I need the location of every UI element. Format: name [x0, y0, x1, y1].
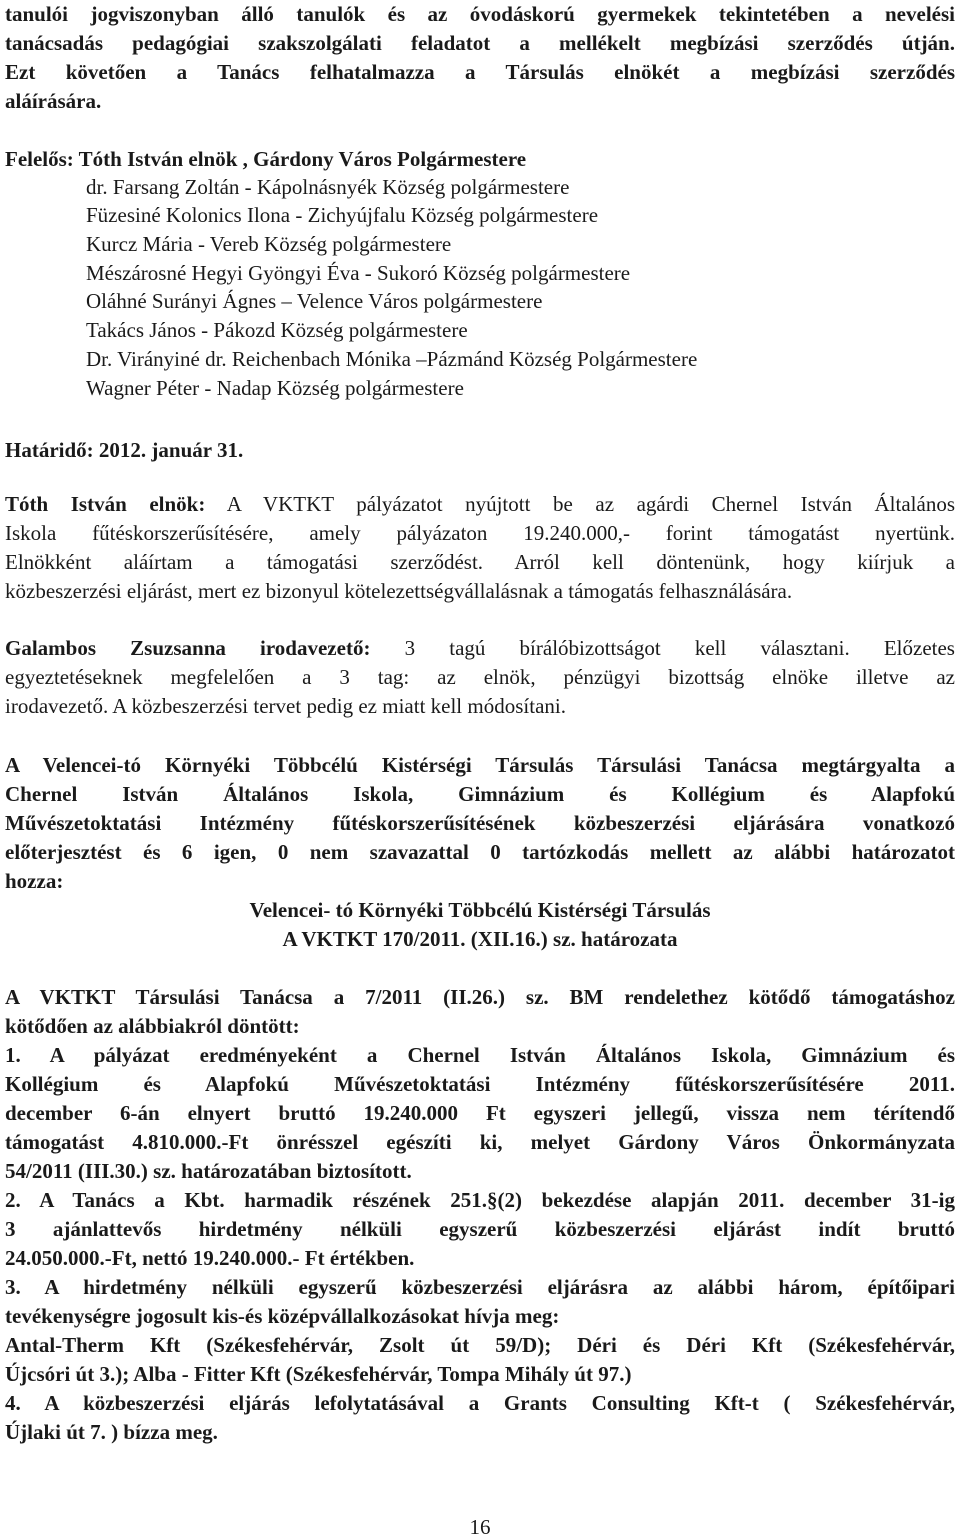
- resolution-intro-line: A Velencei-tó Környéki Többcélú Kistérségi Társulás Társulási Tanácsa megtárgyalta a: [5, 753, 955, 777]
- resolution-item-3: 3. A hirdetmény nélküli egyszerű közbeszerzési eljárásra az alábbi három, építőipari: [5, 1275, 955, 1299]
- resolution-item-4: 4. A közbeszerzési eljárás lefolytatásával a Grants Consulting Kft-t ( Székesfehérvár,: [5, 1391, 955, 1415]
- top-paragraph-line: aláírására.: [5, 89, 102, 113]
- responsible-label: Felelős: Tóth István elnök , Gárdony Város Polgármestere: [5, 147, 527, 171]
- resolution-intro-line: Művészetoktatási Intézmény fűtéskorszerűsítésének közbeszerzési eljárására vonatkozó: [5, 811, 955, 835]
- galambos-paragraph-line: egyeztetéseknek megfelelően a 3 tag: az elnök, pénzügyi bizottság elnöke illetve az: [5, 665, 955, 689]
- toth-paragraph-line: [5, 490, 955, 518]
- responsible-name: dr. Farsang Zoltán - Kápolnásnyék Község polgármestere: [86, 175, 570, 199]
- resolution-item-1: 1. A pályázat eredményeként a Chernel István Általános Iskola, Gimnázium és: [5, 1043, 955, 1067]
- statement-text: 3 tagú bírálóbizottságot kell választani. Előzetes: [370, 636, 955, 660]
- responsible-name: Füzesiné Kolonics Ilona - Zichyújfalu Község polgármestere: [86, 203, 599, 227]
- top-paragraph-line: tanulói jogviszonyban álló tanulók és az óvodáskorú gyermekek tekintetében a nevelési: [5, 2, 955, 26]
- resolution-title: Velencei- tó Környéki Többcélú Kistérségi Társulás: [249, 898, 711, 922]
- responsible-name: Dr. Virányiné dr. Reichenbach Mónika –Pázmánd Község Polgármestere: [86, 347, 698, 371]
- toth-paragraph-line: közbeszerzési eljárást, mert ez bizonyul kötelezettségvállalásnak a támogatás felhasználására.: [5, 579, 793, 603]
- resolution-body-line: tevékenységre jogosult kis-és középvállalkozásokat hívja meg:: [5, 1304, 560, 1328]
- speaker-name: Tóth István elnök:: [5, 492, 206, 516]
- resolution-body-line: támogatást 4.810.000.-Ft önrésszel egészíti ki, melyet Gárdony Város Önkormányzata: [5, 1130, 955, 1154]
- resolution-body-line: kötődően az alábbiakról döntött:: [5, 1014, 300, 1038]
- speaker-name: Galambos Zsuzsanna irodavezető:: [5, 636, 371, 660]
- resolution-item-2: 2. A Tanács a Kbt. harmadik részének 251.§(2) bekezdése alapján 2011. december 31-ig: [5, 1188, 955, 1212]
- resolution-intro-line: hozza:: [5, 869, 64, 893]
- responsible-name: Mészárosné Hegyi Gyöngyi Éva - Sukoró Község polgármestere: [86, 261, 631, 285]
- deadline: Határidő: 2012. január 31.: [5, 438, 244, 462]
- responsible-name: Oláhné Surányi Ágnes – Velence Város polgármestere: [86, 289, 543, 313]
- responsible-name: Kurcz Mária - Vereb Község polgármestere: [86, 232, 452, 256]
- resolution-body-line: december 6-án elnyert bruttó 19.240.000 Ft egyszeri jellegű, vissza nem térítendő: [5, 1101, 955, 1125]
- resolution-number: A VKTKT 170/2011. (XII.16.) sz. határozata: [282, 927, 678, 951]
- resolution-body-line: Újlaki út 7. ) bízza meg.: [5, 1420, 218, 1444]
- toth-paragraph-line: Elnökként aláírtam a támogatási szerződést. Arról kell döntenünk, hogy kiírjuk a: [5, 550, 955, 574]
- resolution-body-line: Antal-Therm Kft (Székesfehérvár, Zsolt út 59/D); Déri és Déri Kft (Székesfehérvár,: [5, 1333, 955, 1357]
- resolution-body-line: 3 ajánlattevős hirdetmény nélküli egyszerű közbeszerzési eljárást indít bruttó: [5, 1217, 955, 1241]
- galambos-paragraph-line: [5, 634, 955, 662]
- resolution-body-line: 24.050.000.-Ft, nettó 19.240.000.- Ft értékben.: [5, 1246, 415, 1270]
- toth-paragraph-line: Iskola fűtéskorszerűsítésére, amely pályázaton 19.240.000,- forint támogatást nyertünk.: [5, 521, 955, 545]
- top-paragraph-line: tanácsadás pedagógiai szakszolgálati feladatot a mellékelt megbízási szerződés útján.: [5, 31, 955, 55]
- resolution-body-line: Kollégium és Alapfokú Művészetoktatási Intézmény fűtéskorszerűsítésére 2011.: [5, 1072, 955, 1096]
- page-number: 16: [469, 1515, 491, 1539]
- resolution-body-line: 54/2011 (III.30.) sz. határozatában biztosított.: [5, 1159, 412, 1183]
- responsible-name: Takács János - Pákozd Község polgármestere: [86, 318, 468, 342]
- resolution-intro-line: Chernel István Általános Iskola, Gimnázium és Kollégium és Alapfokú: [5, 782, 955, 806]
- top-paragraph-line: Ezt követően a Tanács felhatalmazza a Társulás elnökét a megbízási szerződés: [5, 60, 955, 84]
- resolution-intro-line: előterjesztést és 6 igen, 0 nem szavazattal 0 tartózkodás mellett az alábbi határozatot: [5, 840, 955, 864]
- galambos-paragraph-line: irodavezető. A közbeszerzési tervet pedig ez miatt kell módosítani.: [5, 694, 566, 718]
- resolution-body-line: A VKTKT Társulási Tanácsa a 7/2011 (II.26.) sz. BM rendelethez kötődő támogatáshoz: [5, 985, 955, 1009]
- responsible-name: Wagner Péter - Nadap Község polgármestere: [86, 376, 464, 400]
- statement-text: A VKTKT pályázatot nyújtott be az agárdi Chernel István Általános: [205, 492, 956, 516]
- resolution-body-line: Újcsóri út 3.); Alba - Fitter Kft (Székesfehérvár, Tompa Mihály út 97.): [5, 1362, 632, 1386]
